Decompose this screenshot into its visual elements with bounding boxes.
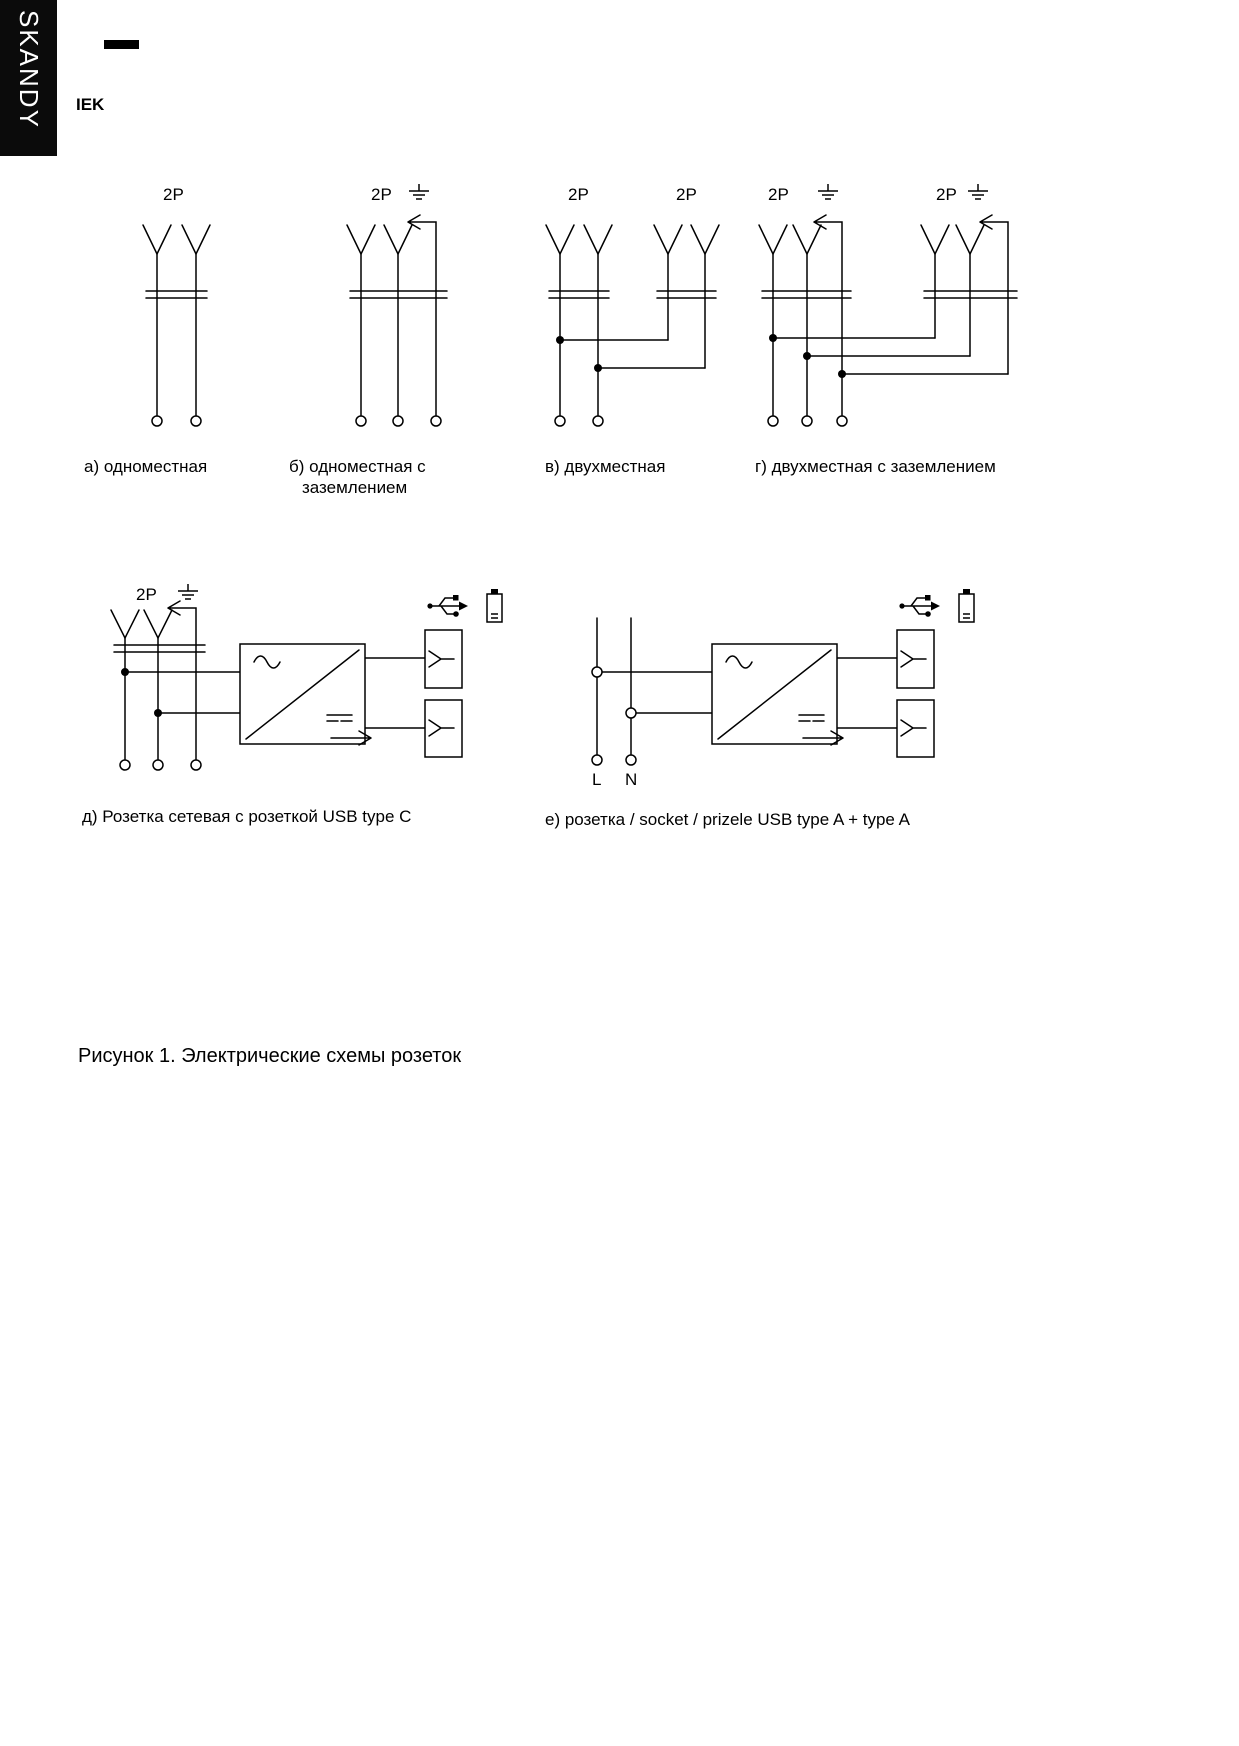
earth-contact-arrow-icon: [814, 215, 1008, 416]
ac-dc-converter-box: [240, 644, 371, 745]
plug-contact-icon: [546, 225, 719, 254]
diagram-e-socket-usb-a: [572, 572, 1002, 797]
diagram-d-caption: д) Розетка сетевая с розеткой USB type C: [82, 807, 412, 826]
socket-contact-symbol: [549, 291, 716, 298]
earth-contact-arrow-icon: [408, 215, 436, 416]
ground-symbol-icon: [178, 584, 198, 599]
terminal-circles: [768, 416, 847, 426]
terminal-circles: [356, 416, 441, 426]
earth-contact-arrow-icon: [168, 601, 196, 760]
plug-contact-icon: [759, 225, 984, 254]
diagram-b-caption-line2: заземлением: [302, 478, 408, 497]
diagram-g-caption: г) двухместная с заземлением: [755, 457, 996, 476]
socket-contact-symbol: [762, 291, 1017, 298]
battery-icon: [487, 589, 502, 622]
junction-dots: [556, 336, 602, 372]
wires: [773, 254, 1008, 416]
terminal-circles: [592, 755, 636, 765]
terminal-circles: [152, 416, 201, 426]
logo-macron-bar: [104, 40, 139, 49]
terminal-circles: [120, 760, 201, 770]
plug-contact-icon: [347, 225, 412, 254]
diagram-d-schematic: [100, 572, 530, 792]
pole-label-left: 2P: [568, 185, 589, 204]
usb-output-ports: [897, 630, 934, 757]
series-tab: [0, 0, 57, 156]
diagram-v-schematic: [540, 182, 770, 432]
diagram-a-schematic: [130, 182, 240, 432]
diagram-v-caption: в) двухместная: [545, 457, 666, 476]
wires: [157, 254, 196, 416]
diagram-b-single-socket-earthed: [345, 182, 480, 432]
diagram-b-schematic: [345, 182, 480, 432]
brand-logo: [76, 38, 206, 122]
diagram-b-caption: [289, 456, 426, 498]
pole-label-right: 2P: [936, 185, 957, 204]
diagram-v-double-socket: [540, 182, 770, 432]
series-tab-label: SKANDY: [14, 10, 44, 129]
figure-caption: Рисунок 1. Электрические схемы розеток: [78, 1045, 462, 1067]
usb-trident-icon: [427, 595, 468, 617]
usb-output-ports: [425, 630, 462, 757]
usb-trident-icon: [899, 595, 940, 617]
wires: [361, 254, 398, 416]
diagram-a-single-socket: [130, 182, 240, 432]
terminal-circles: [555, 416, 603, 426]
wires: [560, 254, 705, 416]
tap-terminal-circles: [592, 667, 636, 718]
pole-label: 2P: [136, 585, 157, 604]
socket-contact-symbol: [146, 291, 207, 298]
logo-text: IEK: [76, 95, 105, 114]
ground-symbol-icon: [409, 184, 429, 199]
diagram-g-schematic: [752, 182, 1052, 432]
line-label-l: L: [592, 770, 602, 789]
diagram-e-caption: е) розетка / socket / prizele USB type A + type A: [545, 810, 911, 829]
ac-dc-converter-box: [712, 644, 843, 745]
diagram-e-schematic: [572, 572, 1002, 797]
plug-contact-icon: [143, 225, 210, 254]
diagram-b-caption-line1: б) одноместная с: [289, 457, 426, 476]
battery-icon: [959, 589, 974, 622]
socket-contact-symbol: [114, 645, 205, 652]
diagram-g-double-socket-earthed: [752, 182, 1052, 432]
pole-label: 2P: [371, 185, 392, 204]
pole-label-left: 2P: [768, 185, 789, 204]
plug-contact-icon: [111, 610, 172, 638]
diagram-d-socket-usb-c: [100, 572, 530, 792]
junction-dots: [121, 668, 162, 717]
pole-label-right: 2P: [676, 185, 697, 204]
pole-label: 2P: [163, 185, 184, 204]
line-label-n: N: [625, 770, 638, 789]
ground-symbol-icon: [818, 184, 988, 199]
diagram-a-caption: а) одноместная: [84, 457, 208, 476]
